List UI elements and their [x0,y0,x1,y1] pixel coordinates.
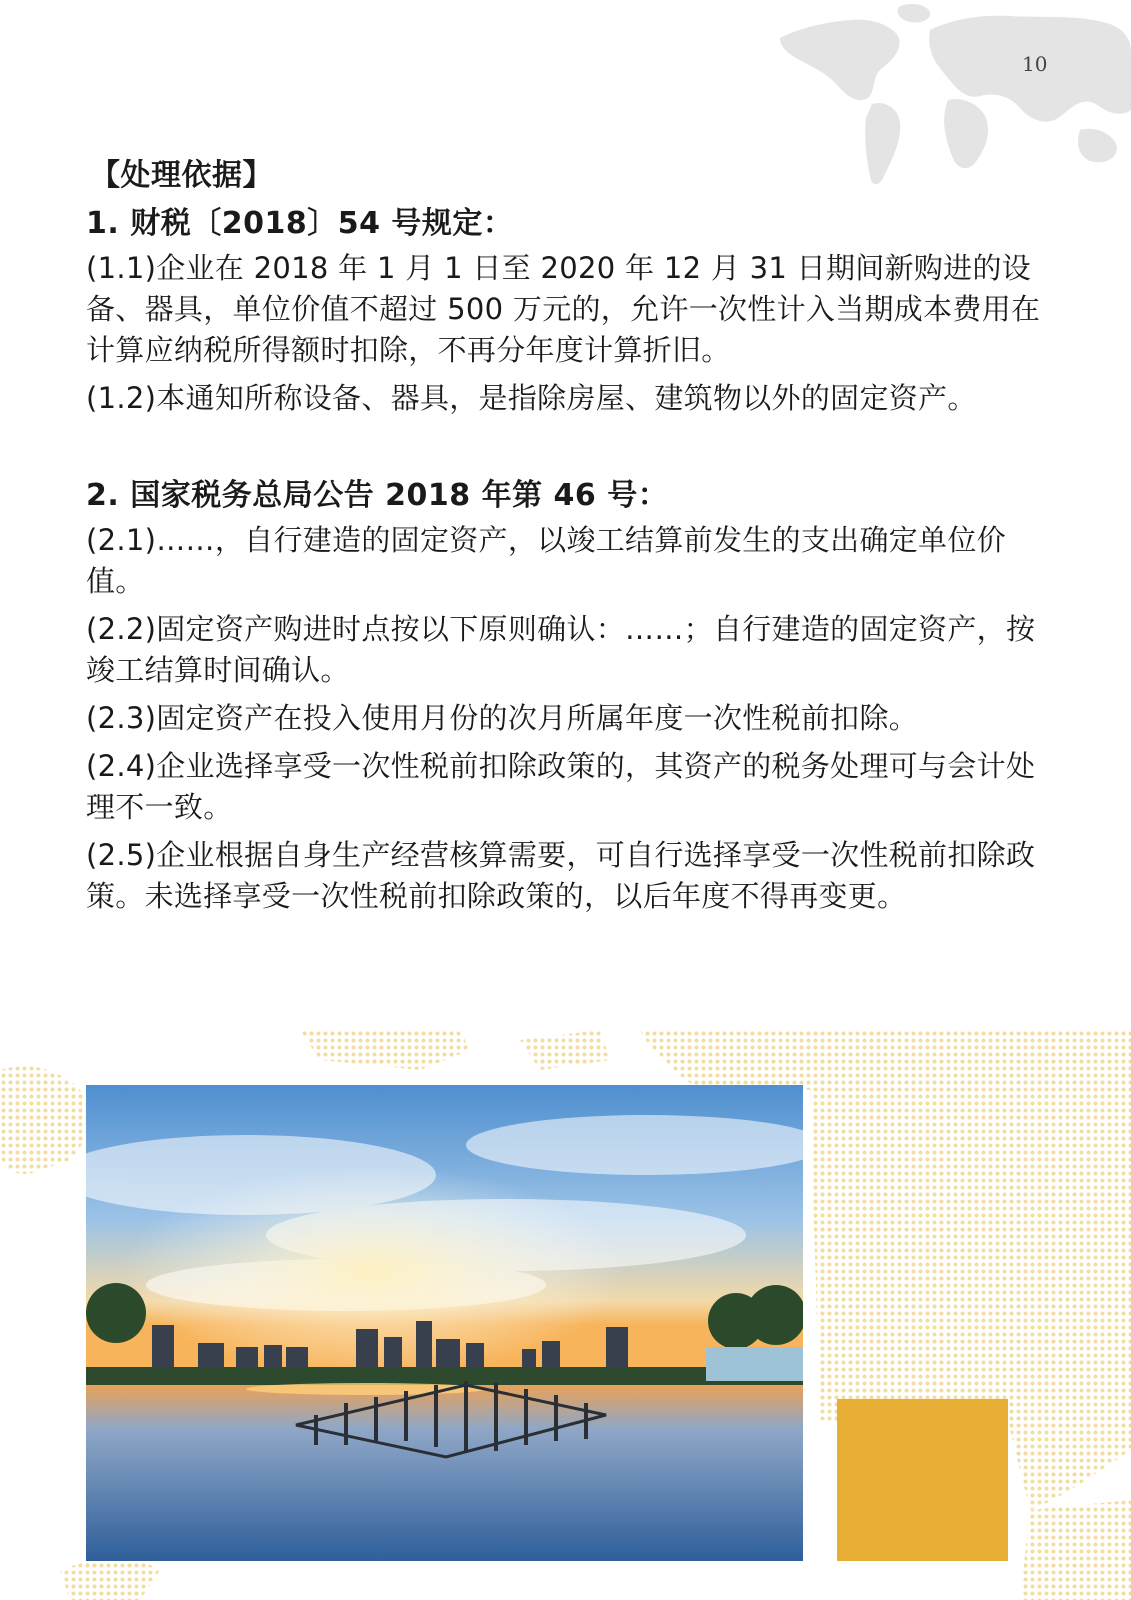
document-body [86,156,1046,924]
paragraph-2-4: (2.4)企业选择享受一次性税前扣除政策的，其资产的税务处理可与会计处理不一致。 [86,749,1036,824]
block2-title: 2. 国家税务总局公告 2018 年第 46 号： [86,478,669,513]
page-number: 10 [1022,52,1048,76]
paragraph-2-5: (2.5)企业根据自身生产经营核算需要，可自行选择享受一次性税前扣除政策。未选择享受一次性税前扣除政策的，以后年度不得再变更。 [86,838,1036,913]
city-lake-sunset-image [86,1085,803,1561]
paragraph-2-2: (2.2)固定资产购进时点按以下原则确认：……；自行建造的固定资产，按竣工结算时间确认。 [86,612,1036,687]
spacer [86,426,1046,476]
section-heading: 【处理依据】 [90,158,273,193]
paragraph-2-3: (2.3)固定资产在投入使用月份的次月所属年度一次性税前扣除。 [86,701,919,735]
block1-title: 1. 财税〔2018〕54 号规定： [86,206,514,241]
city-lake-photo [86,1085,803,1561]
paragraph-2-1: (2.1)……，自行建造的固定资产，以竣工结算前发生的支出确定单位价值。 [86,523,1006,598]
accent-block [837,1399,1008,1561]
paragraph-1-1: (1.1)企业在 2018 年 1 月 1 日至 2020 年 12 月 31 日期间新购进的设备、器具，单位价值不超过 500 万元的，允许一次性计入当期成本费用在计算应纳税所得额时扣除，不再分年度计算折旧。 [86,251,1041,367]
paragraph-1-2: (1.2)本通知所称设备、器具，是指除房屋、建筑物以外的固定资产。 [86,381,977,415]
